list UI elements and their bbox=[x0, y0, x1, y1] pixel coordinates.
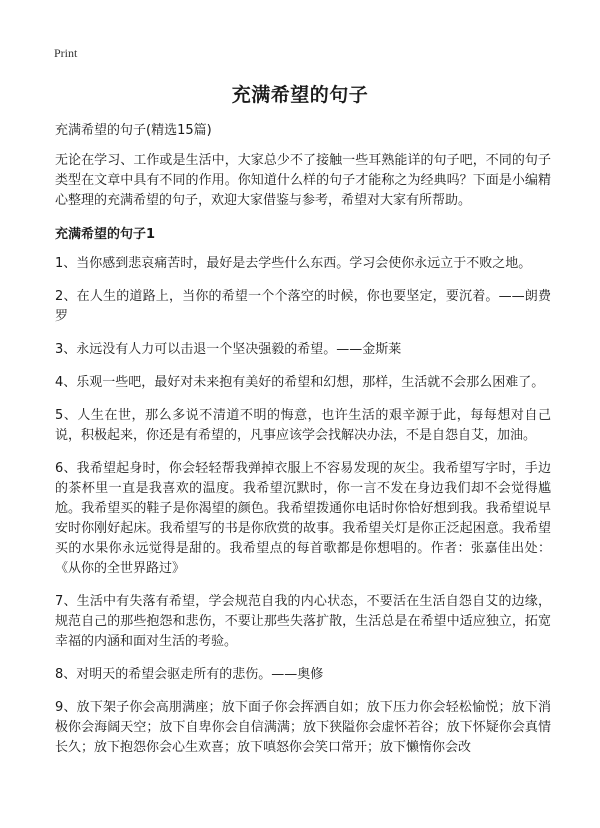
print-link[interactable]: Print bbox=[54, 46, 78, 60]
quote-2: 2、在人生的道路上，当你的希望一个个落空的时候，你也要坚定，要沉着。——朗费罗 bbox=[55, 289, 551, 324]
quote-3: 3、永远没有人力可以击退一个坚决强毅的希望。——金斯莱 bbox=[55, 342, 402, 357]
quote-6: 6、我希望起身时，你会轻轻帮我弹掉衣服上不容易发现的灰尘。我希望写字时，手边的茶杯里一直是我喜欢的温度。我希望沉默时，你一言不发在身边我们却不会觉得尴尬。我希望买的鞋子是你渴望的颜色。我希望拨通你电话时你恰好想到我。我希望说早安时你刚好起床。我希望写的书是你欣赏的故事。我希望关灯是你正泛起困意。我希望买的水果你永远觉得是甜的。我希望点的每首歌都是你想唱的。作者：张嘉佳出处：《从你的全世界路过》 bbox=[55, 461, 551, 576]
quote-5: 5、人生在世，那么多说不清道不明的悔意，也许生活的艰辛源于此，每每想对自己说，积极起来，你还是有希望的，凡事应该学会找解决办法，不是自怨自艾，加油。 bbox=[55, 408, 551, 443]
quote-8: 8、对明天的希望会驱走所有的悲伤。——奥修 bbox=[55, 667, 324, 682]
quote-9: 9、放下架子你会高朋满座；放下面子你会挥洒自如；放下压力你会轻松愉悦；放下消极你会海阔天空；放下自卑你会自信满满；放下狭隘你会虚怀若谷；放下怀疑你会真情长久；放下抱怨你会心生欢喜；放下嗔怒你会笑口常开；放下懒惰你会改 bbox=[55, 700, 551, 755]
article-subtitle: 充满希望的句子(精选15篇) bbox=[55, 123, 212, 138]
section-heading: 充满希望的句子1 bbox=[55, 227, 156, 242]
quote-7: 7、生活中有失落有希望，学会规范自我的内心状态，不要活在生活自怨自艾的边缘，规范自己的那些抱怨和悲伤，不要让那些失落扩散，生活总是在希望中适应独立，拓宽幸福的内涵和面对生活的考验。 bbox=[55, 594, 551, 649]
page-title: 充满希望的句子 bbox=[231, 84, 369, 106]
quote-1: 1、当你感到悲哀痛苦时，最好是去学些什么东西。学习会使你永远立于不败之地。 bbox=[55, 256, 532, 271]
quote-4: 4、乐观一些吧，最好对未来抱有美好的希望和幻想，那样，生活就不会那么困难了。 bbox=[55, 375, 545, 390]
article-body bbox=[55, 122, 551, 771]
intro-paragraph: 无论在学习、工作或是生活中，大家总少不了接触一些耳熟能详的句子吧，不同的句子类型在文章中具有不同的作用。你知道什么样的句子才能称之为经典吗？下面是小编精心整理的充满希望的句子，欢迎大家借鉴与参考，希望对大家有所帮助。 bbox=[55, 153, 551, 208]
